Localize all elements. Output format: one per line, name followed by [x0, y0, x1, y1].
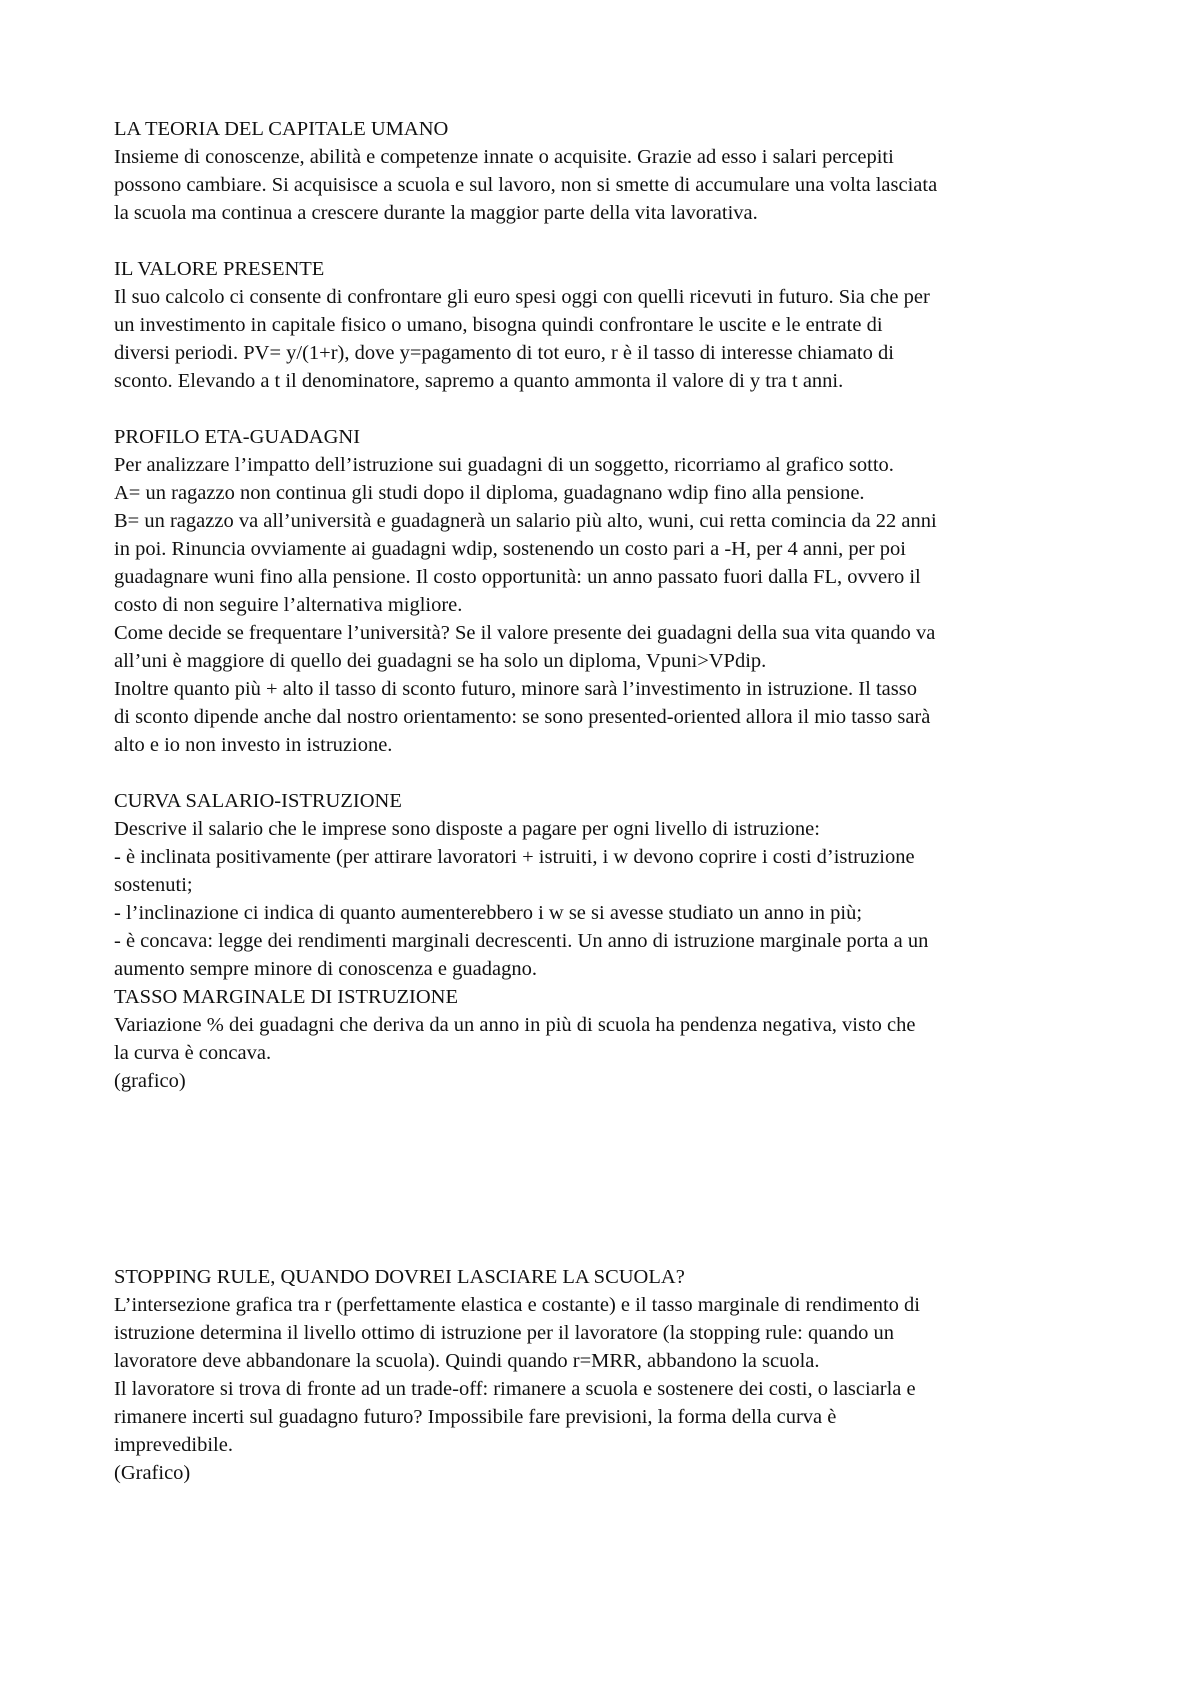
section-heading-capitale-umano: LA TEORIA DEL CAPITALE UMANO — [114, 118, 449, 140]
paragraph-line: - l’inclinazione ci indica di quanto aumenterebbero i w se si avesse studiato un anno in più; — [114, 902, 863, 924]
graph-placeholder-text: (grafico) — [114, 1070, 186, 1092]
paragraph-line: Il lavoratore si trova di fronte ad un trade-off: rimanere a scuola e sostenere dei costi, o lasciarla e — [114, 1378, 916, 1400]
section-heading-valore-presente: IL VALORE PRESENTE — [114, 258, 325, 280]
paragraph-line: all’uni è maggiore di quello dei guadagni se ha solo un diploma, Vpuni>VPdip. — [114, 650, 767, 672]
paragraph-line: istruzione determina il livello ottimo di istruzione per il lavoratore (la stopping rule: quando un — [114, 1322, 894, 1344]
paragraph-line: alto e io non investo in istruzione. — [114, 734, 393, 756]
paragraph-line: la curva è concava. — [114, 1042, 272, 1064]
paragraph-line: Variazione % dei guadagni che deriva da un anno in più di scuola ha pendenza negativa, visto che — [114, 1014, 916, 1036]
paragraph-line: un investimento in capitale fisico o umano, bisogna quindi confrontare le uscite e le entrate di — [114, 314, 883, 336]
paragraph-line: sconto. Elevando a t il denominatore, sapremo a quanto ammonta il valore di y tra t anni. — [114, 370, 844, 392]
paragraph-line: - è inclinata positivamente (per attirare lavoratori + istruiti, i w devono coprire i costi d’istruzione — [114, 846, 915, 868]
section-heading-profilo-eta-guadagni: PROFILO ETA-GUADAGNI — [114, 426, 361, 448]
graph-placeholder-text: (Grafico) — [114, 1462, 191, 1484]
paragraph-line: Inoltre quanto più + alto il tasso di sconto futuro, minore sarà l’investimento in istruzione. Il tasso — [114, 678, 917, 700]
paragraph-line: in poi. Rinuncia ovviamente ai guadagni wdip, sostenendo un costo pari a -H, per 4 anni, per poi — [114, 538, 906, 560]
paragraph-line: Per analizzare l’impatto dell’istruzione sui guadagni di un soggetto, ricorriamo al grafico sotto. — [114, 454, 894, 476]
paragraph-line: aumento sempre minore di conoscenza e guadagno. — [114, 958, 537, 980]
section-heading-stopping-rule: STOPPING RULE, QUANDO DOVREI LASCIARE LA SCUOLA? — [114, 1266, 685, 1288]
paragraph-line: Il suo calcolo ci consente di confrontare gli euro spesi oggi con quelli ricevuti in futuro. Sia che per — [114, 286, 930, 308]
paragraph-line: costo di non seguire l’alternativa migliore. — [114, 594, 463, 616]
paragraph-line: - è concava: legge dei rendimenti marginali decrescenti. Un anno di istruzione marginale porta a un — [114, 930, 929, 952]
paragraph-line: la scuola ma continua a crescere durante la maggior parte della vita lavorativa. — [114, 202, 758, 224]
paragraph-line: sostenuti; — [114, 874, 193, 896]
section-heading-curva-salario-istruzione: CURVA SALARIO-ISTRUZIONE — [114, 790, 402, 812]
section-heading-tasso-marginale: TASSO MARGINALE DI ISTRUZIONE — [114, 986, 458, 1008]
paragraph-line: L’intersezione grafica tra r (perfettamente elastica e costante) e il tasso marginale di rendimento di — [114, 1294, 920, 1316]
paragraph-line: rimanere incerti sul guadagno futuro? Impossibile fare previsioni, la forma della curva è — [114, 1406, 837, 1428]
paragraph-line: Come decide se frequentare l’università? Se il valore presente dei guadagni della sua vita quando va — [114, 622, 936, 644]
paragraph-line: Descrive il salario che le imprese sono disposte a pagare per ogni livello di istruzione: — [114, 818, 820, 840]
paragraph-line: A= un ragazzo non continua gli studi dopo il diploma, guadagnano wdip fino alla pensione. — [114, 482, 865, 504]
paragraph-line: di sconto dipende anche dal nostro orientamento: se sono presented-oriented allora il mio tasso sarà — [114, 706, 931, 728]
paragraph-line: Insieme di conoscenze, abilità e competenze innate o acquisite. Grazie ad esso i salari percepiti — [114, 146, 894, 168]
paragraph-line: guadagnare wuni fino alla pensione. Il costo opportunità: un anno passato fuori dalla FL, ovvero il — [114, 566, 921, 588]
paragraph-line: diversi periodi. PV= y/(1+r), dove y=pagamento di tot euro, r è il tasso di interesse chiamato di — [114, 342, 894, 364]
paragraph-line: lavoratore deve abbandonare la scuola). Quindi quando r=MRR, abbandono la scuola. — [114, 1350, 820, 1372]
paragraph-line: imprevedibile. — [114, 1434, 233, 1456]
paragraph-line: B= un ragazzo va all’università e guadagnerà un salario più alto, wuni, cui retta comincia da 22 anni — [114, 510, 937, 532]
paragraph-line: possono cambiare. Si acquisisce a scuola e sul lavoro, non si smette di accumulare una volta lasciata — [114, 174, 938, 196]
